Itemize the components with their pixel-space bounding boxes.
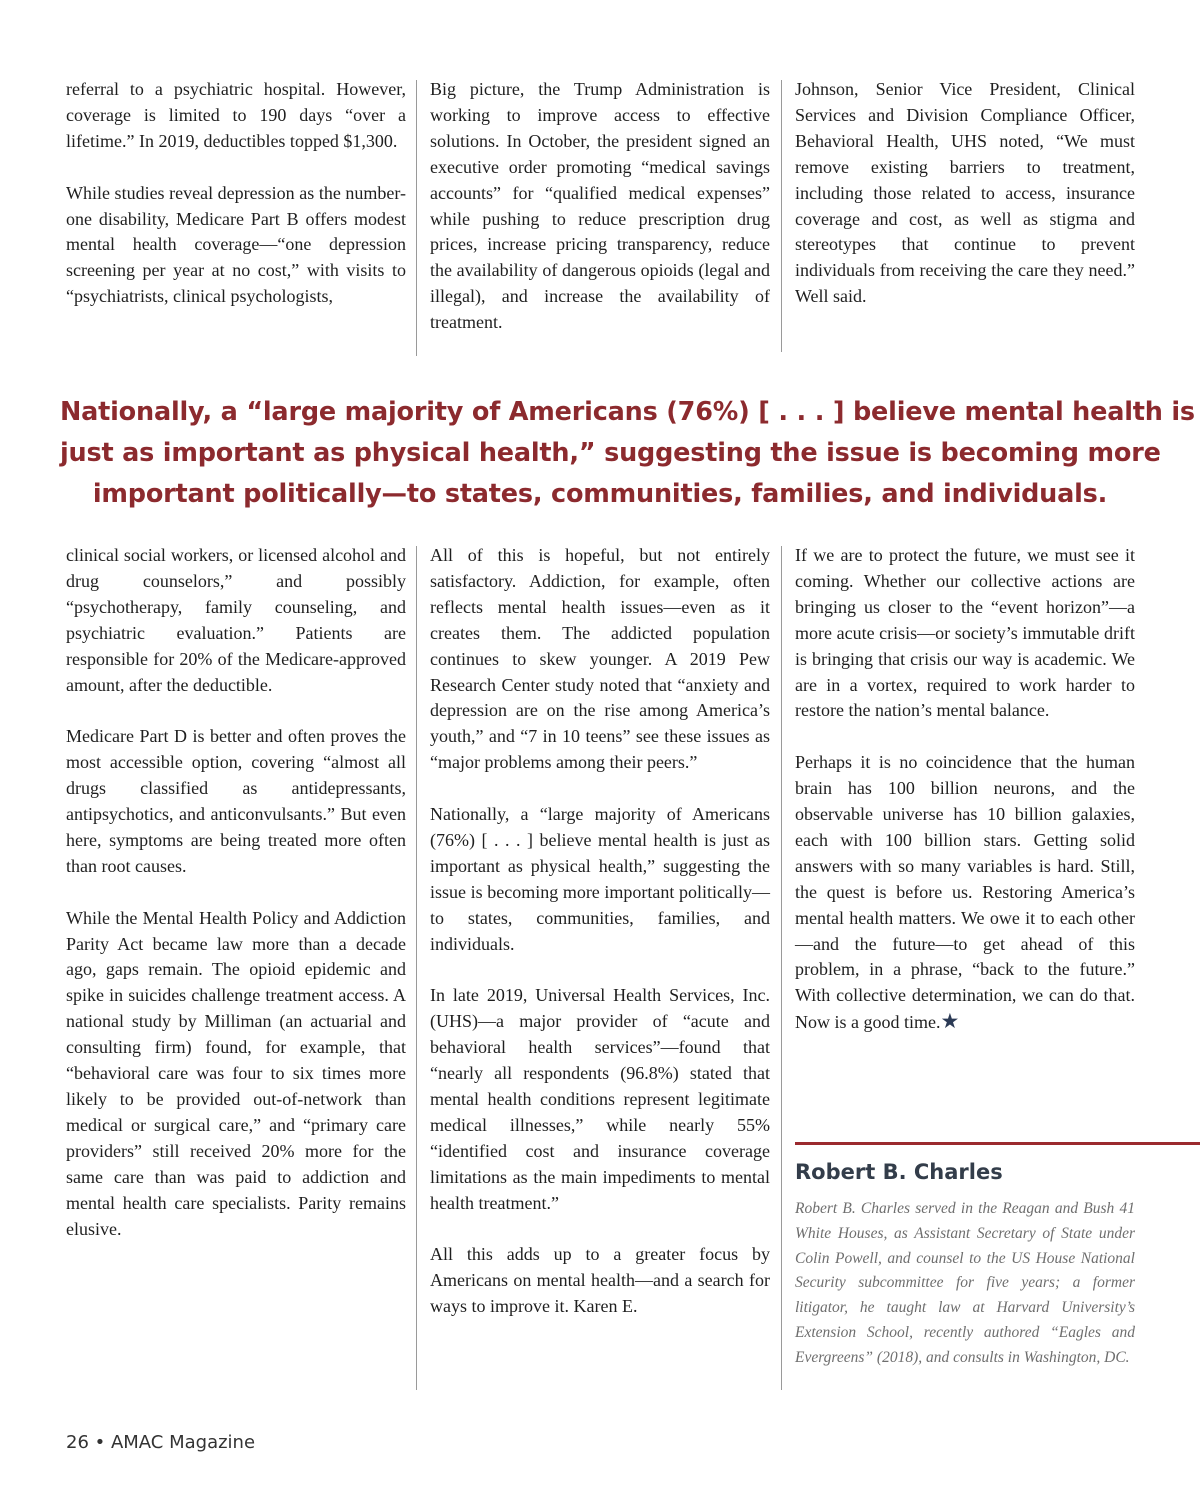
author-name: Robert B. Charles (795, 1160, 1003, 1184)
author-bio: Robert B. Charles served in the Reagan and Bush 41 White Houses, as Assistant Secretary of State under Colin Powell, and counsel to the US House National Security subcommittee for five years; a former litigator, he taught law at Harvard University’s Extension School, recently authored “Eagles and Evergreens” (2018), and consults in Washington, DC. (795, 1200, 1135, 1366)
column-3-top (795, 77, 1135, 310)
paragraph: If we are to protect the future, we must see it coming. Whether our collective actions are bringing us closer to the “event horizon”—a more acute crisis—or society’s immutable drift is bringing that crisis our way is academic. We are in a vortex, required to work harder to restore the nation’s mental balance. (795, 545, 1135, 721)
column-divider (781, 546, 782, 1390)
paragraph: referral to a psychiatric hospital. However, coverage is limited to 190 days “over a lifetime.” In 2019, deductibles topped $1,300. (66, 79, 406, 151)
paragraph: While the Mental Health Policy and Addiction Parity Act became law more than a decade ago, gaps remain. The opioid epidemic and spike in suicides challenge treatment access. A national study by Milliman (an actuarial and consulting firm) found, for example, that “behavioral care was four to six times more likely to be provided out-of-network than medical or surgical care,” and “primary care providers” still received 20% more for the same care than was paid to addiction and mental health care specialists. Parity remains elusive. (66, 907, 406, 1239)
page-footer: 26 • AMAC Magazine (66, 1432, 256, 1453)
paragraph: clinical social workers, or licensed alcohol and drug counselors,” and possibly “psychotherapy, family counseling, and psychiatric evaluation.” Patients are responsible for 20% of the Medicare-approved amount, after the deductible. (66, 545, 406, 695)
star-icon: ★ (940, 1009, 960, 1034)
column-1-top (66, 77, 406, 310)
paragraph: Big picture, the Trump Administration is working to improve access to effective solutions. In October, the president signed an executive order promoting “medical savings accounts” for “qualified medical expenses” while pushing to reduce prescription drug prices, increase pricing transparency, reduce the availability of dangerous opioids (legal and illegal), and increase the availability of treatment. (430, 79, 770, 333)
pull-quote-line: Nationally, a “large majority of Americans (76%) [ . . . ] believe mental health is (60, 397, 1195, 427)
column-2-top (430, 77, 770, 336)
column-divider (416, 80, 417, 356)
paragraph: Johnson, Senior Vice President, Clinical Services and Division Compliance Officer, Behavioral Health, UHS noted, “We must remove existing barriers to treatment, including those related to access, insurance coverage and cost, as well as stigma and stereotypes that continue to prevent individuals from receiving the care they need.” Well said. (795, 79, 1135, 307)
paragraph: All of this is hopeful, but not entirely satisfactory. Addiction, for example, often reflects mental health issues—even as it creates them. The addicted population continues to skew younger. A 2019 Pew Research Center study noted that “anxiety and depression are on the rise among America’s youth,” and “7 in 10 teens” see these issues as “major problems among their peers.” (430, 545, 770, 773)
column-divider (781, 80, 782, 352)
paragraph: Nationally, a “large majority of Americans (76%) [ . . . ] believe mental health is just as important as physical health,” suggesting the issue is becoming more important politically—to states, communities, families, and individuals. (430, 804, 770, 954)
paragraph-final (795, 750, 1135, 1036)
pull-quote-line: just as important as physical health,” suggesting the issue is becoming more (60, 438, 1161, 468)
column-2-bottom (430, 543, 770, 1320)
pull-quote-line: important politically—to states, communities, families, and individuals. (92, 479, 1108, 509)
column-divider (416, 546, 417, 1390)
paragraph: In late 2019, Universal Health Services, Inc. (UHS)—a major provider of “acute and behavioral health services”—found that “nearly all respondents (96.8%) stated that mental health conditions represent legitimate medical illnesses,” while nearly 55% “identified cost and insurance coverage limitations as the main impediments to mental health treatment.” (430, 985, 770, 1213)
author-divider (795, 1142, 1200, 1145)
column-1-bottom (66, 543, 406, 1242)
column-3-bottom (795, 543, 1135, 1036)
paragraph: Medicare Part D is better and often proves the most accessible option, covering “almost all drugs classified as antidepressants, antipsychotics, and anticonvulsants.” But even here, symptoms are being treated more often than root causes. (66, 726, 406, 876)
paragraph: While studies reveal depression as the number-one disability, Medicare Part B offers modest mental health coverage—“one depression screening per year at no cost,” with visits to “psychiatrists, clinical psychologists, (66, 182, 406, 307)
paragraph: All this adds up to a greater focus by Americans on mental health—and a search for ways to improve it. Karen E. (430, 1244, 770, 1317)
pull-quote (60, 392, 1195, 515)
paragraph-text: Perhaps it is no coincidence that the human brain has 100 billion neurons, and the observable universe has 10 billion galaxies, each with 100 billion stars. Getting solid answers with so many variables is hard. Still, the quest is before us. Restoring America’s mental health matters. We owe it to each other—and the future—to get ahead of this problem, in a phrase, “back to the future.” With collective determination, we can do that. Now is a good time. (795, 752, 1135, 1033)
